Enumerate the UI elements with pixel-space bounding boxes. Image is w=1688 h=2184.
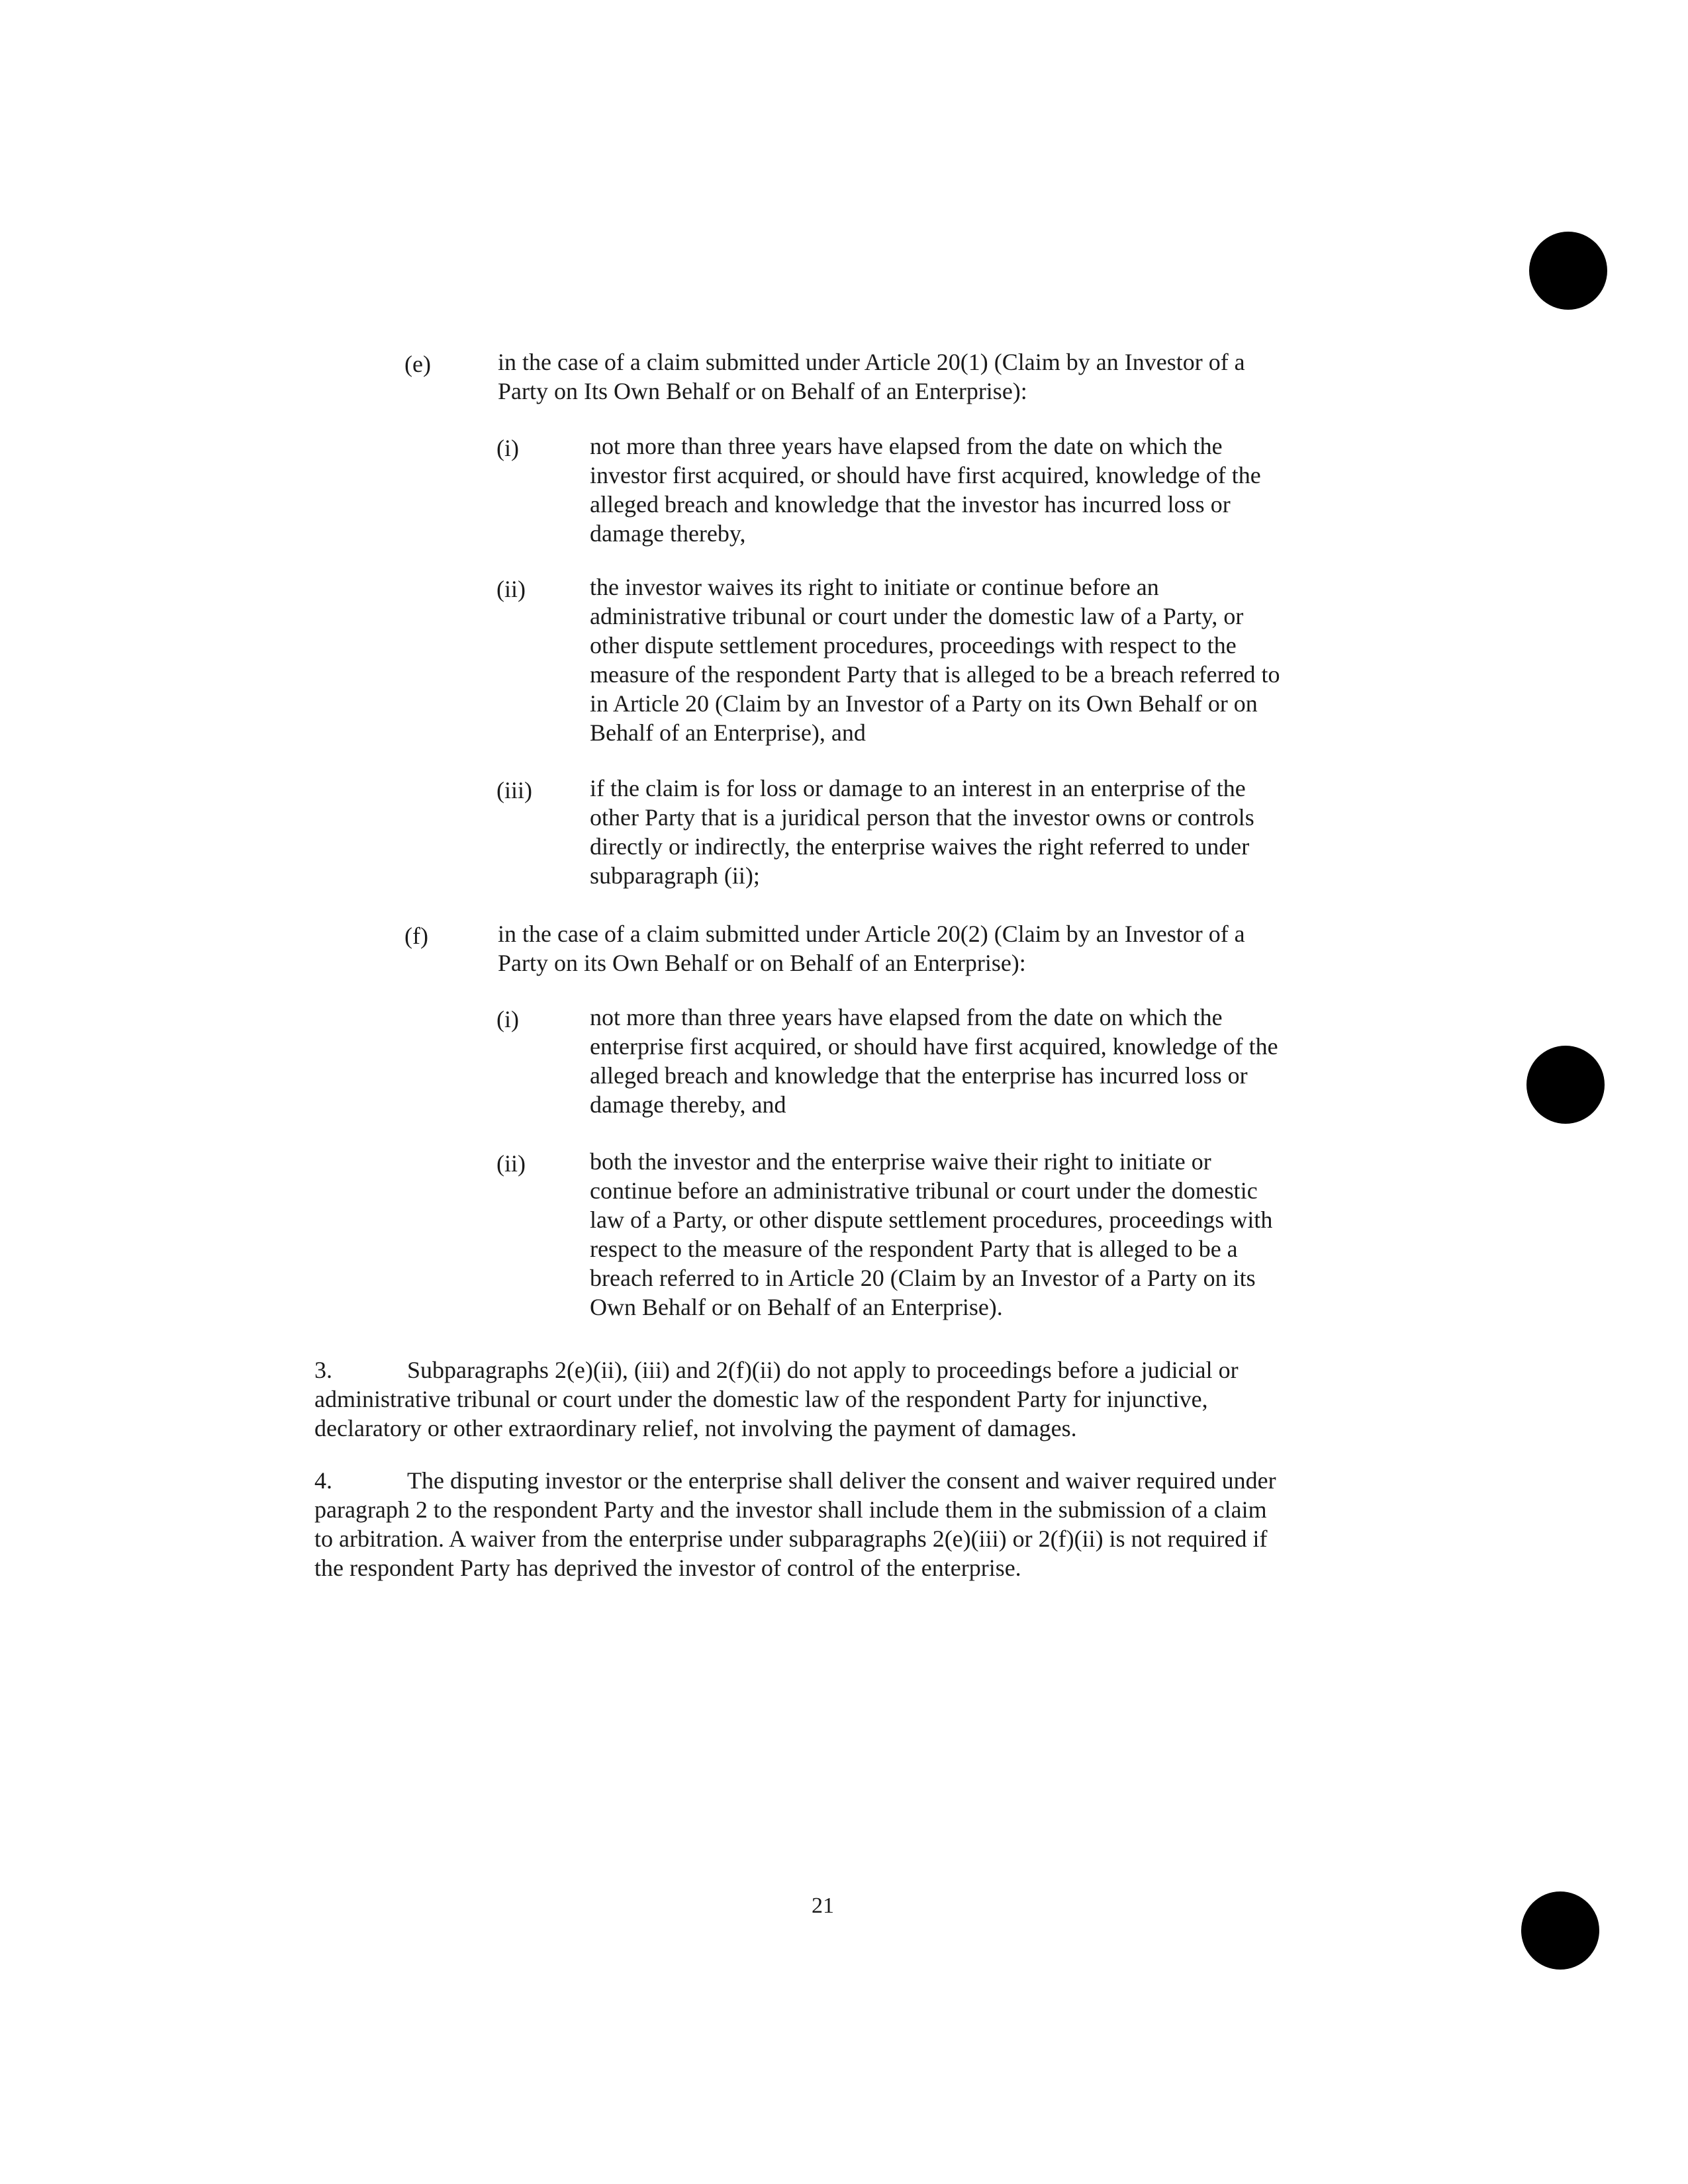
text-line: in Article 20 (Claim by an Investor of a Party on its Own Behalf or on: [590, 690, 1258, 717]
text-line: measure of the respondent Party that is alleged to be a breach referred to: [590, 661, 1280, 688]
text-line: both the investor and the enterprise waive their right to initiate or: [590, 1148, 1211, 1175]
text-line: continue before an administrative tribunal or court under the domestic: [590, 1177, 1258, 1204]
paragraph-3: [314, 1355, 1239, 1443]
text-line: alleged breach and knowledge that the enterprise has incurred loss or: [590, 1062, 1248, 1089]
item-e-ii-text: [590, 572, 1280, 747]
text-line: enterprise first acquired, or should have first acquired, knowledge of the: [590, 1033, 1278, 1060]
item-e-iii-text: [590, 774, 1254, 890]
text-line: respect to the measure of the respondent Party that is alleged to be a: [590, 1236, 1238, 1262]
page-number: 21: [812, 1893, 834, 1918]
item-e-label: (e): [404, 351, 431, 377]
item-f-ii-text: [590, 1147, 1272, 1322]
text-line: in the case of a claim submitted under Article 20(2) (Claim by an Investor of a: [498, 921, 1245, 947]
text-line: investor first acquired, or should have first acquired, knowledge of the: [590, 462, 1261, 488]
text-line: Party on Its Own Behalf or on Behalf of an Enterprise):: [498, 378, 1027, 404]
text-line: damage thereby, and: [590, 1091, 786, 1118]
paragraph-number: 4.: [314, 1467, 332, 1494]
paragraph-number: 3.: [314, 1357, 332, 1383]
binder-hole-top: [1529, 232, 1607, 310]
text-line-content: Subparagraphs 2(e)(ii), (iii) and 2(f)(ii) do not apply to proceedings before a judicial or: [407, 1357, 1239, 1383]
text-line: breach referred to in Article 20 (Claim by an Investor of a Party on its: [590, 1265, 1256, 1291]
text-line: to arbitration. A waiver from the enterprise under subparagraphs 2(e)(iii) or 2(f)(ii) is not required if: [314, 1525, 1268, 1552]
text-line: paragraph 2 to the respondent Party and the investor shall include them in the submission of a claim: [314, 1496, 1267, 1523]
text-line: administrative tribunal or court under the domestic law of the respondent Party for injunctive,: [314, 1386, 1208, 1412]
text-line: law of a Party, or other dispute settlement procedures, proceedings with: [590, 1206, 1273, 1233]
text-line: other Party that is a juridical person that the investor owns or controls: [590, 804, 1254, 831]
text-line: the respondent Party has deprived the investor of control of the enterprise.: [314, 1555, 1021, 1581]
text-line: other dispute settlement procedures, proceedings with respect to the: [590, 632, 1237, 659]
text-line: [314, 1355, 1239, 1385]
item-e-text: [498, 347, 1245, 406]
binder-hole-bottom: [1521, 1891, 1599, 1970]
item-e-i-text: [590, 432, 1261, 548]
text-line: if the claim is for loss or damage to an interest in an enterprise of the: [590, 775, 1246, 801]
item-e-i-label: (i): [496, 435, 519, 461]
text-line: not more than three years have elapsed from the date on which the: [590, 433, 1223, 459]
text-line: Own Behalf or on Behalf of an Enterprise).: [590, 1294, 1003, 1320]
text-line: Party on its Own Behalf or on Behalf of an Enterprise):: [498, 950, 1026, 976]
item-f-ii-label: (ii): [496, 1150, 526, 1177]
text-line: alleged breach and knowledge that the investor has incurred loss or: [590, 491, 1231, 518]
text-line: directly or indirectly, the enterprise waives the right referred to under: [590, 833, 1250, 860]
text-line: not more than three years have elapsed from the date on which the: [590, 1004, 1223, 1030]
text-line: declaratory or other extraordinary relief, not involving the payment of damages.: [314, 1415, 1077, 1441]
text-line: Behalf of an Enterprise), and: [590, 719, 866, 746]
item-f-label: (f): [404, 923, 428, 949]
text-line: [314, 1466, 1276, 1495]
text-line: administrative tribunal or court under the domestic law of a Party, or: [590, 603, 1244, 629]
item-f-i-label: (i): [496, 1006, 519, 1032]
text-line-content: The disputing investor or the enterprise shall deliver the consent and waiver required under: [407, 1467, 1276, 1494]
binder-hole-middle: [1526, 1046, 1605, 1124]
item-e-iii-label: (iii): [496, 777, 532, 803]
text-line: in the case of a claim submitted under Article 20(1) (Claim by an Investor of a: [498, 349, 1245, 375]
item-f-i-text: [590, 1003, 1278, 1119]
item-e-ii-label: (ii): [496, 576, 526, 602]
paragraph-4: [314, 1466, 1276, 1582]
text-line: damage thereby,: [590, 520, 746, 547]
text-line: the investor waives its right to initiate or continue before an: [590, 574, 1159, 600]
item-f-text: [498, 919, 1245, 978]
text-line: subparagraph (ii);: [590, 862, 760, 889]
